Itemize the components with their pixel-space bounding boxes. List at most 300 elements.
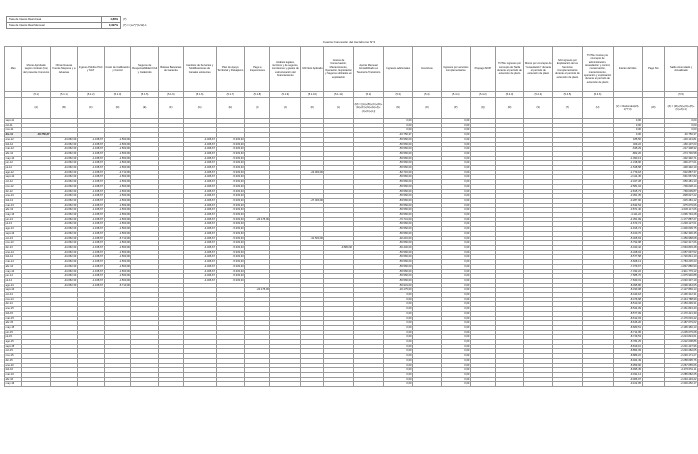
value-cell: -4.466,67 [183,142,216,147]
value-cell: -1.657.697,52 [665,250,698,255]
value-cell: -5.333,33 [216,166,245,171]
month-cell: nov-15 [5,354,22,359]
value-cell: -5.333,33 [216,175,245,180]
value-cell: -1.779,18 [613,170,642,175]
value-cell: -44.052,33 [51,151,78,156]
value-cell: -1.560,00 [104,245,131,250]
value-cell: -1.560,00 [104,161,131,166]
column-header: Mes [5,47,22,92]
value-cell: 0,00 [441,203,470,208]
value-cell: -56.566,00 [384,203,413,208]
value-cell [22,382,51,387]
value-cell: -8.544,09 [613,307,642,312]
value-cell: -5.333,33 [216,222,245,227]
column-symbol: (U) [582,98,613,119]
month-cell: ene-16 [5,363,22,368]
value-cell: 0,00 [441,358,470,363]
value-cell: 0,00 [441,344,470,349]
value-cell: -83.566,00 [384,198,413,203]
value-cell: -44.052,33 [51,260,78,265]
value-cell: -56.566,00 [384,213,413,218]
value-cell: -4.466,67 [183,264,216,269]
month-cell: dic-14 [5,302,22,307]
month-cell: feb-15 [5,311,22,316]
month-cell: feb-14 [5,255,22,260]
value-cell: -56.566,00 [384,184,413,189]
value-cell: -1.168,67 [77,227,104,232]
value-cell: -5.333,33 [216,189,245,194]
value-cell: -4.466,67 [183,203,216,208]
value-cell: 0,00 [441,137,470,142]
value-cell: -1.548,58 [613,166,642,171]
value-cell [495,382,524,387]
value-cell: -1.168,67 [77,264,104,269]
value-cell: -1.168,67 [77,170,104,175]
value-cell: -44.052,33 [51,250,78,255]
value-cell: -5.333,33 [216,217,245,222]
value-cell: -44.052,33 [51,194,78,199]
value-cell [131,382,158,387]
value-cell: -4.466,67 [183,161,216,166]
column-code: (5.1.7) [216,92,245,98]
value-cell: 0,00 [441,180,470,185]
value-cell: -4.466,67 [183,147,216,152]
rate-formula: (i*) = (1+i*)^(1/12)-1 [123,24,147,27]
month-cell: sept-11 [5,119,22,124]
value-cell: -56.566,00 [384,269,413,274]
value-cell: -4.710,00 [104,170,131,175]
column-symbol: (B) [51,98,78,119]
month-cell: mar-12 [5,147,22,152]
value-cell: -8.330,08 [613,288,642,293]
value-cell: -5.160,70 [613,231,642,236]
value-cell: 0,00 [441,293,470,298]
value-cell: -1.560,00 [104,241,131,246]
value-cell: -31.500,00 [301,236,324,241]
value-cell: -862,26 [613,151,642,156]
value-cell: -44.052,33 [51,236,78,241]
value-cell: -1.168,67 [77,278,104,283]
value-cell: -44.052,33 [51,241,78,246]
value-cell: 0,00 [441,330,470,335]
value-cell: -5.333,33 [216,194,245,199]
column-code: (5.4) [413,92,442,98]
column-header: TOTAL ingresos por concepto de Tarifa durante el período de extensión de plazo [495,47,524,92]
value-cell: -5.333,33 [216,170,245,175]
value-cell [524,382,553,387]
value-cell: 0,00 [441,161,470,166]
column-code: (5.1.9) [270,92,301,98]
value-cell: -3.871,40 [613,208,642,213]
value-cell: -5.333,33 [216,156,245,161]
month-cell: mar-15 [5,316,22,321]
value-cell: -44.052,33 [51,278,78,283]
value-cell: 0,00 [441,194,470,199]
value-cell: 0,00 [441,363,470,368]
value-cell: -2.161.843,40 [665,307,698,312]
value-cell: -2.144.788,99 [665,297,698,302]
value-cell: -1.362.336,45 [665,231,698,236]
value-cell: -8.680,51 [613,325,642,330]
column-header: Costos de Conservación, Mantenimiento, Operación, Explotación y Seguros utilizados en explotación [324,47,353,92]
value-cell: 409,22 [613,142,642,147]
value-cell: 0,00 [384,382,413,387]
column-code: (5.1.11) [324,92,353,98]
value-cell: 0,00 [441,236,470,241]
value-cell [104,382,131,387]
value-cell: 0,00 [384,344,413,349]
month-cell: ene-14 [5,250,22,255]
value-cell: -2.240.282,05 [665,349,698,354]
value-cell: -5.333,33 [216,161,245,166]
value-cell: -1.168,67 [77,274,104,279]
value-cell: -8.646,20 [613,321,642,326]
value-cell: -1.975.930,88 [665,274,698,279]
value-cell: -2.114,45 [613,175,642,180]
value-cell: -8.995,45 [613,368,642,373]
value-cell: -44.052,33 [51,170,78,175]
value-cell: 0,00 [384,368,413,373]
month-cell: sept-15 [5,344,22,349]
column-symbol: (E) [131,98,158,119]
value-cell: 0,00 [441,208,470,213]
value-cell: -1.300.609,75 [665,227,698,232]
value-cell: -1.168,67 [77,269,104,274]
month-cell: abr-13 [5,208,22,213]
value-cell: -4.466,67 [183,180,216,185]
month-cell: dic-12 [5,189,22,194]
value-cell [582,382,613,387]
value-cell: -1.168,67 [77,156,104,161]
column-header: Costo de Calificación y Control [104,47,131,92]
value-cell: -2.347,28 [613,180,642,185]
month-cell: jun-15 [5,330,22,335]
month-cell: dic-13 [5,245,22,250]
rate-label: Tasa de Interés Real Mensual [7,23,102,29]
value-cell: -56.566,00 [384,250,413,255]
value-cell: -8.095,86 [613,283,642,288]
column-header: IVA Neto Aplicado [301,47,324,92]
value-cell: -5.333,33 [216,180,245,185]
value-cell: -2.267.055,66 [665,363,698,368]
value-cell: 0,00 [384,302,413,307]
value-cell: 0,00 [441,175,470,180]
value-cell: -8.924,49 [613,358,642,363]
value-cell: 0,00 [441,133,470,138]
value-cell: -635,29 [613,147,642,152]
value-cell: -7.585,76 [613,274,642,279]
value-cell: 0,00 [441,245,470,250]
value-cell: 0,00 [384,119,413,124]
value-cell: -5.333,33 [216,245,245,250]
value-cell [353,382,384,387]
column-symbol: (I) [245,98,270,119]
value-cell [245,382,270,387]
value-cell: -1.239.127,01 [665,222,698,227]
value-cell: -1.560,00 [104,217,131,222]
value-cell: 0,00 [441,123,470,128]
value-cell: -4.466,67 [183,278,216,283]
value-cell: 0,00 [441,260,470,265]
value-cell: 0,00 [441,368,470,373]
value-cell: 0,00 [441,119,470,124]
value-cell [301,382,324,387]
value-cell: 0,00 [665,119,698,124]
value-cell: -2.303.252,17 [665,382,698,387]
value-cell: -56.566,00 [384,175,413,180]
value-cell: -56.566,00 [384,274,413,279]
value-cell: 0,00 [441,269,470,274]
value-cell: -2.136.312,31 [665,293,698,298]
value-cell: -975.679,66 [665,203,698,208]
value-cell: 0,00 [441,250,470,255]
value-cell: -1.560,00 [104,278,131,283]
value-cell: -103.131,81 [665,137,698,142]
value-cell: 0,00 [384,335,413,340]
value-cell: -2.222.608,86 [665,340,698,345]
value-cell: -7.079,67 [613,264,642,269]
column-code: (5.1) [22,92,51,98]
month-cell: oct-11 [5,123,22,128]
column-symbol: (N) [384,98,413,119]
value-cell: -7.840,31 [613,278,642,283]
value-cell: 0,00 [384,128,413,133]
column-header-row [5,47,698,92]
month-cell: dic-11 [5,133,22,138]
value-cell: -2.815,73 [613,189,642,194]
value-cell: 0,00 [384,330,413,335]
column-symbol: (J) [270,98,301,119]
value-cell: -1.560,00 [104,198,131,203]
value-cell: -8.819,10 [613,344,642,349]
value-cell: -769.009,87 [665,189,698,194]
value-cell: -44.052,33 [51,198,78,203]
value-cell: -5.333,33 [216,227,245,232]
value-cell: -5.405,63 [613,236,642,241]
column-header: Seguros de Responsabilidad Civil y Catástrofe [131,47,158,92]
value-cell: -44.052,33 [51,208,78,213]
value-cell [77,382,104,387]
column-header: Saldo Acumulado y Actualizado [665,47,698,92]
column-code: (5.1.2) [77,92,104,98]
value-cell: -6.040,42 [613,245,642,250]
month-cell: oct-15 [5,349,22,354]
value-cell: -56.566,00 [384,222,413,227]
value-cell: -1.560,00 [104,184,131,189]
column-header: Ingreso Público PAC y SGT [77,47,104,92]
value-cell: 0,00 [441,231,470,236]
month-cell: may-13 [5,213,22,218]
value-cell: -22.900,00 [301,170,324,175]
column-header: Incentivos [413,47,442,92]
column-code: (5.1.3) [104,92,131,98]
month-cell: ago-14 [5,283,22,288]
value-cell: -56.566,00 [384,137,413,142]
value-cell: 0,00 [441,288,470,293]
value-cell: -1.168,67 [77,189,104,194]
value-cell: -27.000,00 [301,198,324,203]
value-cell: -56.566,00 [384,180,413,185]
value-cell: -1.168,67 [77,217,104,222]
column-symbol: (T) [553,98,582,119]
value-cell: -1.168,67 [77,147,104,152]
month-cell: ago-15 [5,340,22,345]
value-cell: -1.168,67 [77,180,104,185]
value-cell: -44.052,33 [51,227,78,232]
column-header: Plan de Apoyo Territorial y Paisajismo [216,47,245,92]
value-cell: -2.153.299,31 [665,302,698,307]
month-cell: feb-16 [5,368,22,373]
value-cell: 0,00 [441,128,470,133]
value-cell: -4.466,67 [183,231,216,236]
value-cell: -2.196.360,13 [665,325,698,330]
column-symbol: (V) = Redondeo(Z(t-1)*i*,0) [613,98,642,119]
value-cell: 0,00 [441,217,470,222]
value-cell: -1.168,67 [77,184,104,189]
value-cell: -56.566,00 [384,241,413,246]
value-cell: -8.476,68 [613,297,642,302]
value-cell: 0,00 [441,156,470,161]
value-cell: -44.052,33 [51,203,78,208]
rate-value: 4,88% [102,17,121,23]
value-cell: -1.459.958,08 [665,236,698,241]
value-cell: 0,00 [384,293,413,298]
value-cell [158,382,183,387]
value-cell: 0,00 [441,283,470,288]
value-cell: -1.560,00 [104,222,131,227]
value-cell: -1.560,00 [104,189,131,194]
value-cell: -44.052,33 [51,222,78,227]
value-cell: 0,00 [441,349,470,354]
value-cell: -5.710,00 [104,283,131,288]
value-cell: -1.168,67 [77,260,104,265]
value-cell: -1.560,00 [104,231,131,236]
month-cell: feb-12 [5,142,22,147]
value-cell: -1.560,00 [104,137,131,142]
value-cell: 0,00 [613,123,642,128]
value-cell: 0,00 [441,147,470,152]
month-cell: jun-13 [5,217,22,222]
value-cell: -8.784,25 [613,340,642,345]
value-cell: 0,00 [613,119,642,124]
value-cell: -56.566,00 [384,166,413,171]
sheet-title: Cuenta Concesión del Aeródromo N°2 [322,40,376,44]
concession-account-table [4,46,698,387]
value-cell: -4.111,22 [613,213,642,218]
month-cell: jun-14 [5,274,22,279]
value-cell: 0,00 [441,166,470,171]
value-cell: -5.333,33 [216,241,245,246]
column-code: (5.4.2) [470,92,495,98]
value-cell: -8.612,03 [613,316,642,321]
value-cell: -5.333,33 [216,198,245,203]
value-cell: -2.285.082,25 [665,372,698,377]
value-cell: -1.560,00 [104,156,131,161]
column-code: (5.1.1) [51,92,78,98]
value-cell [553,382,582,387]
value-cell: -5.333,33 [216,274,245,279]
value-cell: -92.216,00 [384,236,413,241]
value-cell: -4.466,67 [183,227,216,232]
month-cell: jul-13 [5,222,22,227]
value-cell: -5.333,33 [216,255,245,260]
value-cell: 0,00 [441,316,470,321]
month-cell: nov-12 [5,184,22,189]
value-cell: -1.560,00 [104,269,131,274]
value-cell: -56.566,00 [384,208,413,213]
value-cell: -56.566,00 [384,264,413,269]
column-header: Pago a Inspecciones [245,47,270,92]
value-cell: -1.560,00 [104,260,131,265]
value-cell: 0,00 [613,133,642,138]
value-cell: -5.333,33 [216,236,245,241]
column-symbol: (P) [441,98,470,119]
value-cell: -44.052,33 [51,269,78,274]
column-symbol: (A) [22,98,51,119]
value-cell: -44.052,33 [51,231,78,236]
value-cell: -1.560,00 [104,194,131,199]
value-cell: -44.052,33 [51,161,78,166]
value-cell: 0,00 [441,255,470,260]
column-symbol: (M) = [(A)+(B)+(C)+(D)+(E)+(F)+(G)+(H)+(I)+(J)+(K)+(L)] [353,98,384,119]
value-cell: -56.566,00 [384,151,413,156]
value-cell: -532.887,37 [665,170,698,175]
value-cell: -2.099.364,05 [665,283,698,288]
value-cell: -1.168,67 [77,250,104,255]
value-cell: -44.052,33 [51,255,78,260]
value-cell: -44.052,33 [51,217,78,222]
value-cell: -390.277,61 [665,161,698,166]
column-symbol: (D) [104,98,131,119]
value-cell: -5.333,33 [216,269,245,274]
rate-label: Tasa de Interés Real Anual [7,17,102,23]
month-cell: sept-13 [5,231,22,236]
value-cell: 0,00 [441,335,470,340]
rate-row [7,23,186,29]
column-symbol: (C) [77,98,104,119]
value-cell: -5.333,33 [216,231,245,236]
column-code: (5.4.3) [495,92,524,98]
month-cell: may-16 [5,382,22,387]
interest-rate-table [6,16,186,29]
value-cell: -1.560,00 [104,250,131,255]
month-cell: ene-13 [5,194,22,199]
value-cell: -44.052,33 [51,264,78,269]
value-cell: -1.560,00 [104,147,131,152]
value-cell: -56.566,00 [384,194,413,199]
value-cell: -1.168,67 [77,175,104,180]
column-header: Ingresos por servicios complementarios [441,47,470,92]
value-cell: -1.096.794,28 [665,213,698,218]
value-cell: -5.333,33 [216,142,245,147]
value-cell: -1.177.887,27 [665,217,698,222]
value-cell: -5.333,33 [216,203,245,208]
month-cell: may-14 [5,269,22,274]
month-cell: nov-11 [5,128,22,133]
value-cell: 0,00 [384,297,413,302]
month-cell: abr-14 [5,264,22,269]
value-cell: 0,00 [441,372,470,377]
value-cell: -4.466,67 [183,217,216,222]
column-header: Boletas Bancarias de Garantía [158,47,183,92]
value-cell: 0,00 [441,189,470,194]
value-cell: -3.632,54 [613,203,642,208]
value-cell [270,382,301,387]
value-cell: -44.052,33 [51,166,78,171]
value-cell: -4.466,67 [183,175,216,180]
column-header: Interés del Mes [613,47,642,92]
value-cell: -4.466,67 [183,269,216,274]
